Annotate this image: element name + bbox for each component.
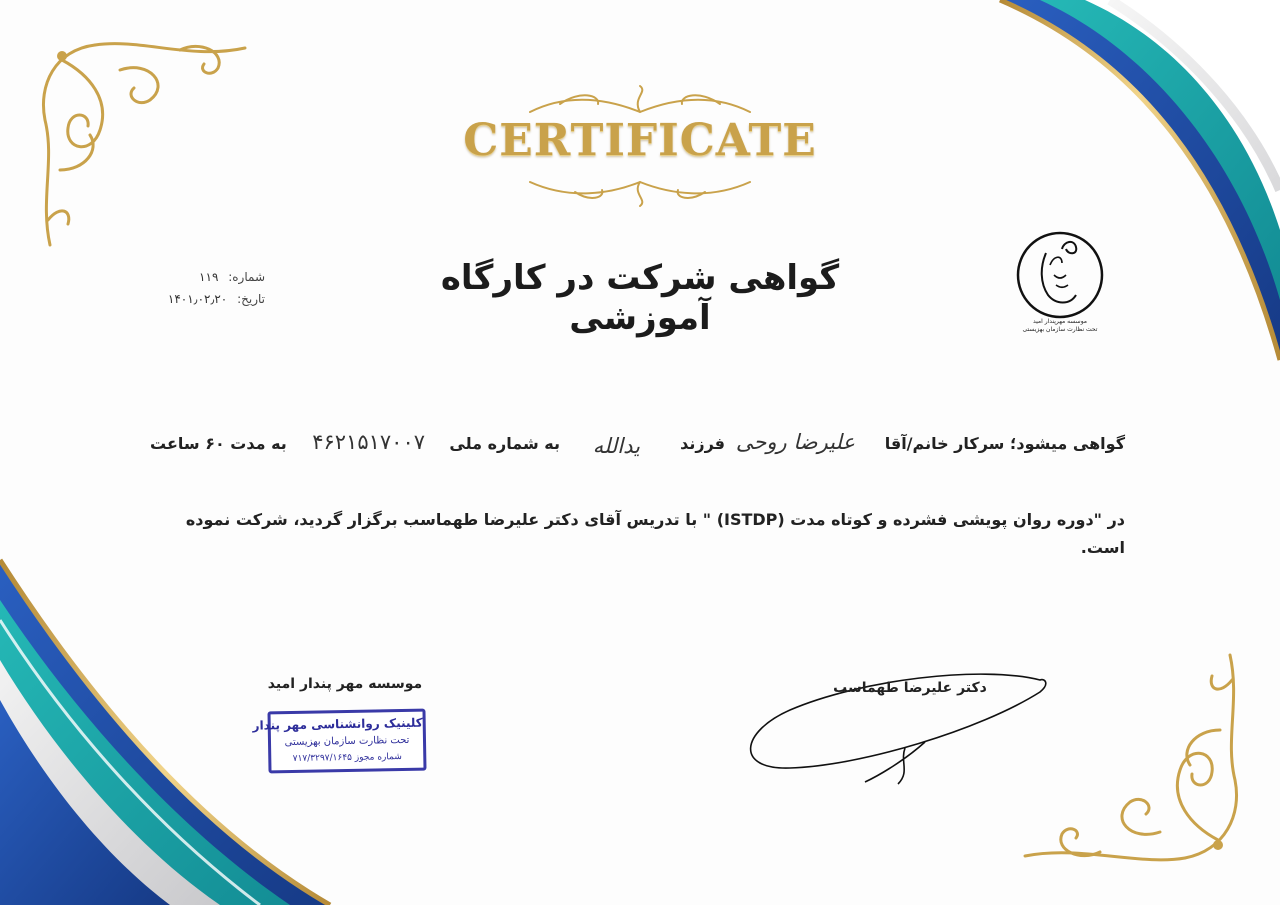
certify-intro: گواهی میشود؛ سرکار خانم/آقا xyxy=(884,434,1125,453)
corner-ornament-top-left xyxy=(43,44,245,245)
certificate-date-row xyxy=(150,288,265,310)
national-id-label: به شماره ملی xyxy=(449,434,560,453)
logo-caption-line-1: موسسه مهرپندار امید xyxy=(1032,318,1088,325)
certificate-date-value: ۱۴۰۱٫۰۲٫۲۰ xyxy=(167,292,228,306)
organization-stamp xyxy=(252,709,426,774)
certificate-body-line-1 xyxy=(150,430,1125,464)
certificate-number-row xyxy=(150,266,265,288)
certificate-body-line-2: در "دوره روان پویشی فشرده و کوتاه مدت (ISTDP) " با تدریس آقای دکتر علیرضا طهماسب برگزار گردید، شرکت نموده است. xyxy=(185,510,1125,557)
stamp-line-3: شماره مجوز ۷۱۷/۳۲۹۷/۱۶۴۵ xyxy=(292,752,402,764)
logo-caption-line-2: تحت نظارت سازمان بهزیستی xyxy=(1022,326,1098,333)
certificate-meta xyxy=(150,266,265,310)
recipient-name: علیرضا روحی xyxy=(735,430,855,454)
corner-ornament-bottom-right xyxy=(1025,655,1237,860)
certificate-title-fa: گواهی شرکت در کارگاه آموزشی xyxy=(440,258,840,338)
certificate-title-en: CERTIFICATE xyxy=(463,115,817,166)
stamp-line-2: تحت نظارت سازمان بهزیستی xyxy=(284,734,410,749)
certificate-number-value: ۱۱۹ xyxy=(199,270,219,284)
organization-name: موسسه مهر پندار امید xyxy=(267,676,423,692)
institute-logo-caption xyxy=(1000,318,1120,334)
national-id-value: ۴۶۲۱۵۱۷۰۰۷ xyxy=(312,430,425,454)
certificate-date-label: تاریخ: xyxy=(237,292,265,306)
child-of-label: فرزند xyxy=(680,434,725,453)
stamp-line-1: کلینیک روانشناسی مهر پندار xyxy=(252,715,423,733)
signatory-name: دکتر علیرضا طهماسب xyxy=(833,680,987,696)
certificate-number-label: شماره: xyxy=(228,270,265,284)
father-name: یدالله xyxy=(592,434,640,458)
course-duration: به مدت ۶۰ ساعت xyxy=(150,434,287,453)
